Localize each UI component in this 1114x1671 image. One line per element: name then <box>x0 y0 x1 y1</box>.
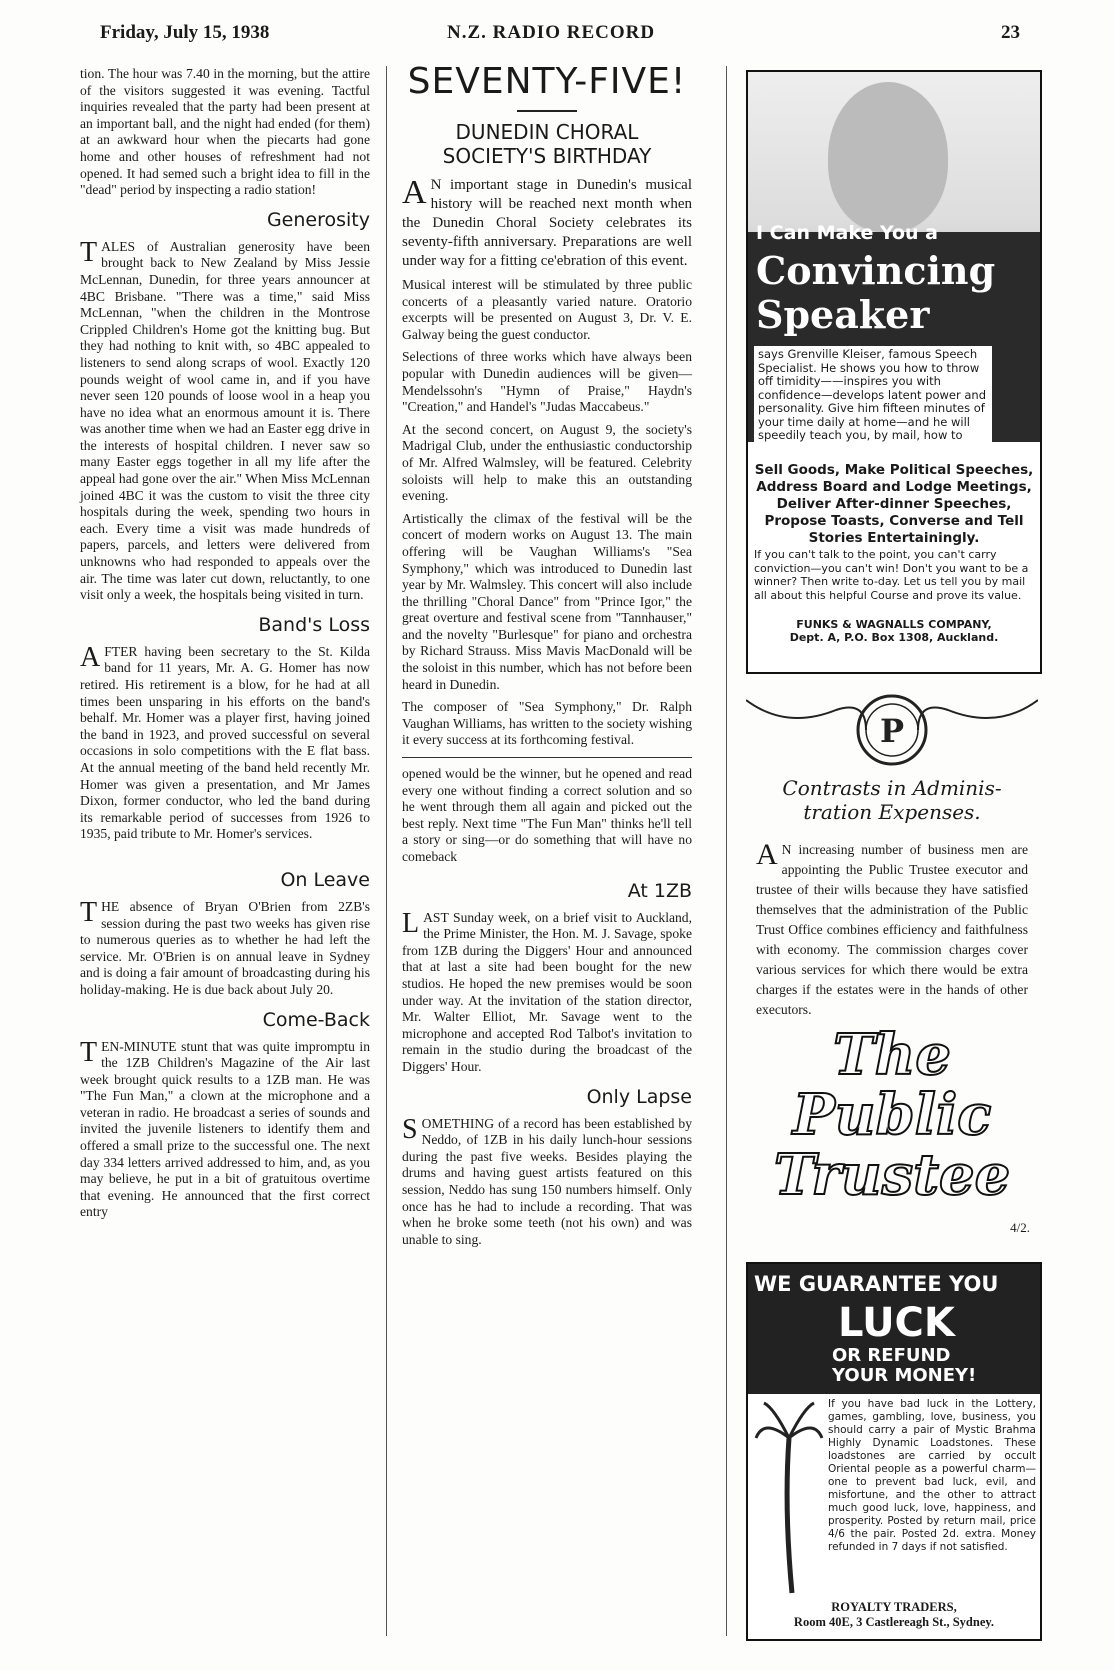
luck-body: If you have bad luck in the Lottery, games, gambling, love, business, you should carry a pair of Mystic Brahma Highly Dynamic Loadstones. These loadstones are carried by occult Oriental people as a powerful charm—one to prevent bad luck, evil, and misfortune, and the other to attract much good luck, love, happiness, and prosperity. Posted by return mail, price 4/6 the pair. Posted 2d. extra. Money refunded in 7 days if not satisfied. <box>828 1398 1036 1553</box>
section-rule <box>402 757 692 758</box>
svg-text:P: P <box>879 712 905 750</box>
trustee-body: A N increasing number of business men are appointing the Public Trustee executor and trustee of their wills because they have satisfied themselves that the administration of the Public Trust Office combines efficiency and faithfulness with economy. The commission charges cover various services for which there would be extra charges if the estates were in the hands of other executors. <box>756 838 1028 1017</box>
article-title: SEVENTY-FIVE! <box>407 61 687 102</box>
luck-company: ROYALTY TRADERS, Room 40E, 3 Castlereagh St., Sydney. <box>793 1600 995 1629</box>
drop-cap: T <box>80 896 98 928</box>
heading-bands-loss: Band's Loss <box>258 613 370 636</box>
column-divider <box>386 66 387 1636</box>
publication-name: N.Z. RADIO RECORD <box>447 22 656 43</box>
ad-small-text: If you can't talk to the point, you can't carry conviction—you can't win! Don't you want to be a winner? Then write to-day. Let us tell you by mail all about this helpful Course and prove its value. <box>754 548 1029 602</box>
trustee-emblem-icon <box>746 680 1038 780</box>
ad-line-1: I Can Make You a <box>756 222 938 244</box>
heading-generosity: Generosity <box>266 208 370 231</box>
generosity-paragraph: TALES of Australian generosity have been brought back to New Zealand by Miss Jessie McLennan, Dunedin, for three years announcer at 4BC Brisbane. "There was a time," said Miss McLennan, "when the children in the Montrose Crippled Children's Home got the knitting bug. But they had nothing to knit with, so 4BC appealed to listeners to send along scraps of wool. Exactly 120 pounds weight of wool came in, and if you have never seen 120 pounds of loose wool in a heap you have no idea what an enormous amount it is. There was another time when we had an Easter egg drive in the interests of hospital children. I never saw so many Easter eggs together in all my life after the appeal had gone over the air." When Miss McLennan joined 4BC it was the custom to visit the three city hospitals during the week, spending two hours in each. Every time a visit was made hundreds of papers, parcels, and letters were delivered from unknowns who had responded to appeals over the air. The time was later cut down, reluctantly, to one visit only a week, the hospitals being visited in turn. <box>80 236 370 603</box>
drop-cap: T <box>80 236 98 268</box>
choral-paragraph-5: Artistically the climax of the festival will be the concert of modern works on August 13. The main offering will be Vaughan Williams's "Sea Symphony," which was introduced to Dunedin last year by Mr. Walmsley. This concert will also include the thrilling "Choral Dance" from "Prince Igor," the great overture and festival scene from "Tannhauser," and the novelty "Burlesque" for piano and orchestra by Richard Strauss. Miss Mavis MacDonald will be the soloist in this number, which has not before been heard in Dunedin. <box>402 510 692 692</box>
drop-cap: T <box>80 1036 98 1068</box>
trustee-title: Contrasts in Adminis- tration Expenses. <box>782 776 1002 824</box>
choral-paragraph-4: At the second concert, on August 9, the society's Madrigal Club, under the enthusiastic conductorship of Mr. Alfred Walmsley, will be featured. Celebrity soloists will help to make this an outstanding evening. <box>402 421 692 504</box>
ad-bold-text: Sell Goods, Make Political Speeches, Address Board and Lodge Meetings, Deliver After-dinner Speeches, Propose Toasts, Converse and Tell Stories Entertainingly. <box>754 462 1034 546</box>
public-trustee-logo: The Public Trustee <box>773 1022 1011 1208</box>
page-number: 23 <box>1001 22 1020 43</box>
title-rule <box>517 110 577 112</box>
come-back-continued: opened would be the winner, but he opened and read every one without finding a correct solution and so he went through them all again and picked out the best reply. Next time "The Fun Man" thinks he'll tell a story or sing—or do something that will have no comeback <box>402 766 692 864</box>
bands-loss-paragraph: AFTER having been secretary to the St. Kilda band for 11 years, Mr. A. G. Homer has now retired. His retirement is a blow, for he had at all times been unsparing in his efforts on the band's behalf. Mr. Homer was a player first, having joined the band in 1923, and proved successful on several occasions in solo competitions with the E flat bass. At the annual meeting of the band held recently Mr. Homer was given a presentation, and Mr James Dixon, former conductor, who led the band during its remarkable period of successes from 1926 to 1935, paid tribute to Mr. Homer's services. <box>80 641 370 842</box>
ad-code: 4/2. <box>1010 1220 1030 1235</box>
luck-line-3: OR REFUND YOUR MONEY! <box>832 1345 977 1386</box>
column-divider <box>726 66 727 1636</box>
luck-advertisement <box>746 1262 1042 1641</box>
drop-cap: A <box>80 641 101 673</box>
heading-on-leave: On Leave <box>280 868 370 891</box>
at-1zb-paragraph: LAST Sunday week, on a brief visit to Auckland, the Prime Minister, the Hon. M. J. Savage, spoke from 1ZB during the Diggers' Hour and announced that at last a site had been bought for the new studios. He hoped the new premises would be soon under way. At the invitation of the station director, Mr. Walter Elliot, Mr. Savage went to the microphone and accepted Rod Talbot's invitation to remain in the studio during the broadcast of the Diggers' Hour. <box>402 907 692 1074</box>
issue-date: Friday, July 15, 1938 <box>100 22 270 43</box>
choral-paragraph-6: The composer of "Sea Symphony," Dr. Ralph Vaughan Williams, has written to the society wishing it every success at its forthcoming festival. <box>402 699 692 748</box>
column-1 <box>80 66 370 1227</box>
choral-paragraph-2: Musical interest will be stimulated by three public concerts of a pleasantly varied nature. Oratorio excerpts will be presented on August 3, Dr. V. E. Galway being the guest conductor. <box>402 277 692 342</box>
only-lapse-paragraph: SOMETHING of a record has been established by Neddo, of 1ZB in his daily lunch-hour sessions during the past five weeks. Besides playing the drums and having guest artists featured on this session, Neddo has sung 150 numbers himself. Only once has he had to include a recording. That was when he broke some teeth (not his own) and was unable to sing. <box>402 1113 692 1247</box>
drop-cap: A <box>402 174 427 211</box>
luck-line-1: WE GUARANTEE YOU <box>754 1272 999 1296</box>
ad-company: FUNKS & WAGNALLS COMPANY, Dept. A, P.O. Box 1308, Auckland. <box>789 618 999 644</box>
on-leave-paragraph: THE absence of Bryan O'Brien from 2ZB's session during the past two weeks has given rise to numerous queries as to whether he had left the service. Mr. O'Brien is on annual leave in Sydney and is doing a fair amount of broadcasting during his holiday-making. He is due back about July 20. <box>80 896 370 997</box>
speaker-advertisement <box>746 70 1042 674</box>
heading-come-back: Come-Back <box>262 1008 370 1031</box>
come-back-paragraph: TEN-MINUTE stunt that was quite impromptu in the 1ZB Children's Magazine of the Air last week brought quick results to a 1ZB man. He was "The Fun Man," a clown at the microphone and a veteran in radio. He broadcast a series of sounds and invited the juvenile listeners to identify them and offered a small prize to the successful one. The next day 334 letters arrived addressed to him, and, as you may believe, he put in a bit of gratuitous overtime that evening. He announced that the first correct entry <box>80 1036 370 1220</box>
page-header <box>100 22 1020 52</box>
public-trustee-advertisement <box>746 680 1038 1240</box>
choral-paragraph-3: Selections of three works which have always been popular with Dunedin audiences will be given—Mendelssohn's "Hymn of Praise," Haydn's "Creation," and Handel's "Judas Maccabeus." <box>402 349 692 415</box>
drop-cap: A <box>756 838 778 871</box>
heading-only-lapse: Only Lapse <box>586 1085 692 1108</box>
article-subtitle: DUNEDIN CHORAL SOCIETY'S BIRTHDAY <box>442 120 652 168</box>
drop-cap: S <box>402 1113 418 1145</box>
palm-tree-icon <box>754 1398 824 1598</box>
drop-cap: L <box>402 907 420 939</box>
ad-says-text: says Grenville Kleiser, famous Speech Specialist. He shows you how to throw off timidity——inspires you with confidence—develops latent power and personality. Give him fifteen minutes of your time daily at home—and he will speedily teach you, by mail, how to <box>754 346 992 445</box>
ad-line-3: Speaker <box>756 292 930 337</box>
column-2 <box>402 62 692 1254</box>
luck-line-2: LUCK <box>838 1300 955 1346</box>
ad-line-2: Convincing <box>756 248 996 293</box>
portrait-head <box>828 82 948 232</box>
heading-at-1zb: At 1ZB <box>627 879 692 902</box>
intro-paragraph: tion. The hour was 7.40 in the morning, but the attire of the visitors suggested it was evening. Tactful inquiries revealed that the party had been present at an important ball, and the night had ended (for them) at an awkward hour when the piecarts had gone home and other houses of refreshment had not opened. It had semed such a bright idea to fill in the "dead" period by inspecting a radio station! <box>80 66 370 198</box>
choral-paragraph-1: A N important stage in Dunedin's musical history will be reached next month when the Dunedin Choral Society celebrates its seventy-fifth anniversary. Preparations are well under way for a fitting ce'ebration of this event. <box>402 174 692 269</box>
